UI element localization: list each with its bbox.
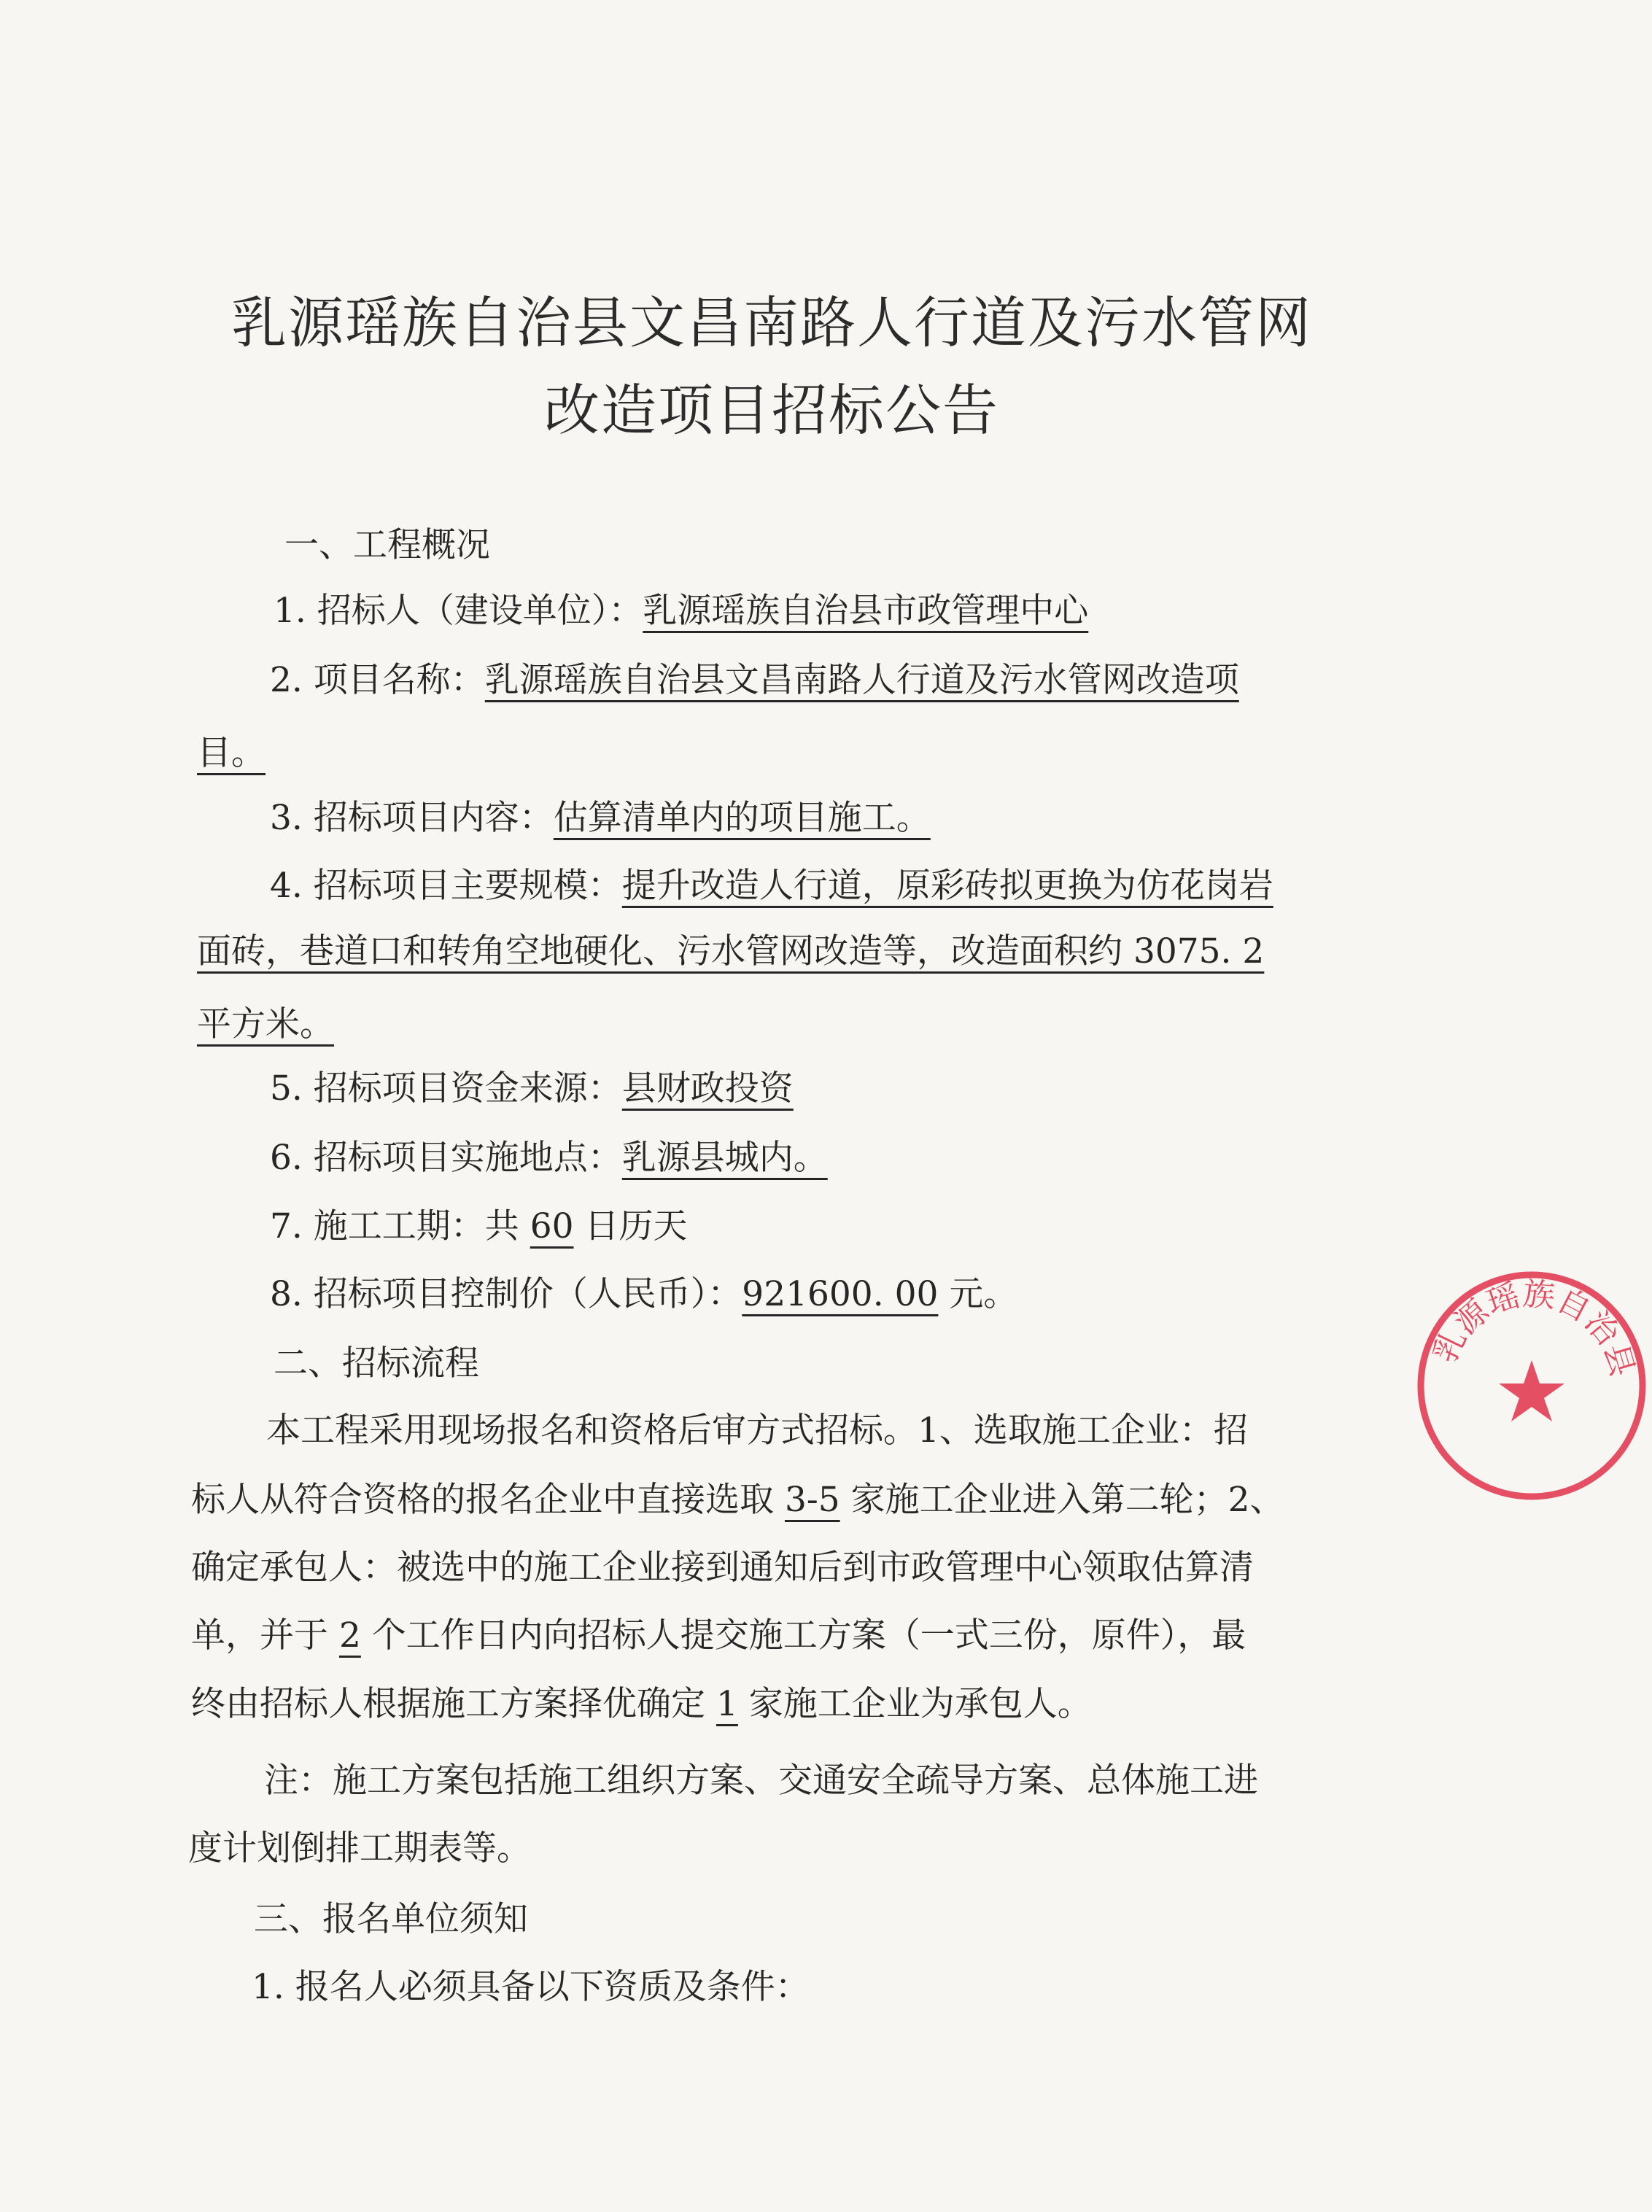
process-paragraph-line-2 <box>191 1478 1284 1522</box>
process-text: 终由招标人根据施工方案择优确定 <box>191 1684 716 1724</box>
item-4-continued-1 <box>197 930 1264 974</box>
document-title-line-1: 乳源瑶族自治县文昌南路人行道及污水管网 <box>231 290 1312 355</box>
section-1-heading: 一、工程概况 <box>284 525 490 565</box>
note-line-1: 注：施工方案包括施工组织方案、交通安全疏导方案、总体施工进 <box>264 1761 1258 1801</box>
item-8-suffix: 元。 <box>938 1274 1018 1314</box>
item-2-label: 2. 项目名称： <box>270 660 485 700</box>
item-1-value: 乳源瑶族自治县市政管理中心 <box>643 591 1089 631</box>
item-4-value-line-3: 平方米。 <box>197 1004 334 1044</box>
official-seal <box>1411 1265 1652 1506</box>
item-1-label: 1. 招标人（建设单位）： <box>274 591 643 631</box>
process-text: 单，并于 <box>191 1615 339 1656</box>
document-title-line-2: 改造项目招标公告 <box>544 378 999 443</box>
seal-text: 乳源瑶族自治县 <box>1426 1275 1642 1381</box>
section-2-heading: 二、招标流程 <box>274 1343 479 1384</box>
item-7-suffix: 日历天 <box>573 1206 688 1246</box>
process-paragraph-line-3: 确定承包人：被选中的施工企业接到通知后到市政管理中心领取估算清 <box>191 1548 1254 1588</box>
working-days: 2 <box>338 1615 361 1656</box>
item-2-continued <box>197 731 265 775</box>
process-text: 个工作日内向招标人提交施工方案（一式三份，原件），最 <box>360 1615 1246 1656</box>
seal-star-icon <box>1499 1360 1564 1421</box>
process-paragraph-line-4 <box>191 1614 1246 1658</box>
item-8-value: 921600. 00 <box>742 1274 939 1314</box>
item-2-value: 乳源瑶族自治县文昌南路人行道及污水管网改造项 <box>484 660 1239 700</box>
item-6-value: 乳源县城内。 <box>621 1138 828 1178</box>
item-6-label: 6. 招标项目实施地点： <box>270 1138 622 1178</box>
item-5-label: 5. 招标项目资金来源： <box>270 1068 622 1109</box>
item-3 <box>270 796 931 840</box>
item-2 <box>270 659 1239 702</box>
winner-count: 1 <box>716 1684 738 1724</box>
company-count-range: 3-5 <box>784 1480 840 1520</box>
note-line-2: 度计划倒排工期表等。 <box>188 1828 531 1868</box>
process-text: 家施工企业进入第二轮；2、 <box>839 1480 1284 1520</box>
section-3-heading: 三、报名单位须知 <box>254 1899 528 1939</box>
process-text: 标人从符合资格的报名企业中直接选取 <box>191 1480 785 1520</box>
item-4-continued-2 <box>197 1003 334 1047</box>
process-paragraph-line-1: 本工程采用现场报名和资格后审方式招标。1、选取施工企业：招 <box>266 1410 1248 1451</box>
item-6 <box>270 1136 828 1180</box>
item-7 <box>270 1205 688 1249</box>
item-4 <box>270 864 1273 908</box>
item-3-value: 估算清单内的项目施工。 <box>553 798 931 838</box>
process-text: 家施工企业为承包人。 <box>737 1684 1092 1724</box>
process-paragraph-line-5 <box>191 1683 1092 1726</box>
item-7-label: 7. 施工工期：共 <box>270 1206 530 1246</box>
item-7-value: 60 <box>530 1206 574 1246</box>
section-3-item-1: 1. 报名人必须具备以下资质及条件： <box>252 1967 810 2007</box>
item-2-value-end: 目。 <box>197 733 265 773</box>
item-4-value-line-2: 面砖，巷道口和转角空地硬化、污水管网改造等，改造面积约 3075. 2 <box>197 931 1265 971</box>
item-5-value: 县财政投资 <box>621 1068 794 1109</box>
item-8 <box>270 1273 1017 1316</box>
item-4-label: 4. 招标项目主要规模： <box>270 866 622 906</box>
item-5 <box>270 1067 794 1111</box>
item-1 <box>274 589 1088 633</box>
item-3-label: 3. 招标项目内容： <box>270 798 554 838</box>
item-4-value: 提升改造人行道，原彩砖拟更换为仿花岗岩 <box>621 866 1273 906</box>
item-8-label: 8. 招标项目控制价（人民币）： <box>270 1274 742 1314</box>
